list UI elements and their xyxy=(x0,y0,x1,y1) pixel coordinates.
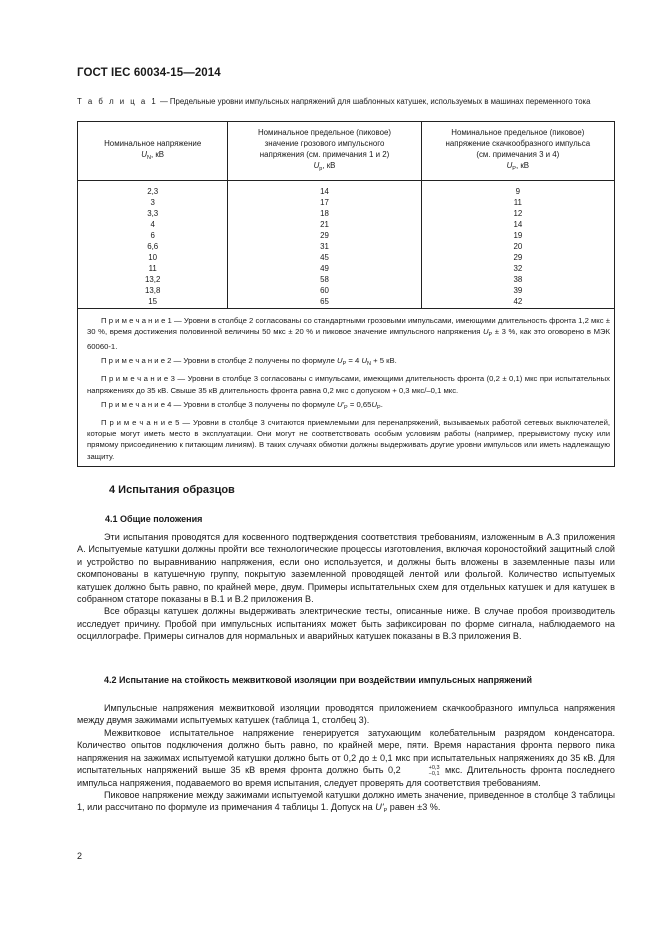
table-cell: 65 xyxy=(320,297,329,307)
page-number: 2 xyxy=(77,851,83,861)
paragraph: Импульсные напряжения межвитковой изоляции проводятся приложением скачкообразного импульса напряжения между двумя зажимами испытуемых катушек (таблица 1, столбец 3). xyxy=(77,703,615,726)
table-caption xyxy=(77,96,615,108)
table-notes xyxy=(78,308,615,466)
section-4-heading: 4 Испытания образцов xyxy=(109,484,235,496)
tolerance-fraction: +0,3 −0,1 xyxy=(428,764,440,777)
voltage-levels-table xyxy=(77,121,615,467)
table-header-row xyxy=(78,122,615,181)
column-header-lightning-impulse: Номинальное предельное (пиковое) значение грозового импульсного напряжения (см. примечания 1 и 2) $U_p$, кВ xyxy=(228,122,421,181)
table-cell: 10 xyxy=(148,253,158,263)
rated-voltage-values xyxy=(78,181,228,309)
table-cell: 38 xyxy=(513,275,523,285)
table-cell: 18 xyxy=(320,209,329,219)
table-cell: 31 xyxy=(320,242,329,252)
table-note: П р и м е ч а н и е 4 — Уровни в столбце 3 получены по формуле $U'_P = 0,65U_P$. xyxy=(101,399,383,411)
table-cell: 39 xyxy=(513,286,523,296)
table-cell: 19 xyxy=(513,231,523,241)
table-cell: 42 xyxy=(513,297,523,307)
column-header-rated-voltage: Номинальное напряжение $U_N$, кВ xyxy=(78,122,228,181)
section-4-1-heading: 4.1 Общие положения xyxy=(105,514,203,524)
table-values-row xyxy=(78,181,615,309)
table-cell: 11 xyxy=(513,198,522,208)
table-cell: 3,3 xyxy=(147,209,159,219)
table-cell: 20 xyxy=(513,242,523,252)
table-cell: 29 xyxy=(513,253,523,263)
table-cell: 12 xyxy=(513,209,523,219)
paragraph: Пиковое напряжение между зажимами испытуемой катушки должно иметь значение, приведенное в столбце 3 таблицы 1, или рассчитано по формуле из примечания 4 таблицы 1. Допуск на $U'_P$ равен ±3 %. xyxy=(77,790,615,815)
table-cell: 13,8 xyxy=(145,286,161,296)
table-note: П р и м е ч а н и е 2 — Уровни в столбце 2 получены по формуле $U_P = 4$ $U_N + 5$ кВ. xyxy=(101,356,397,368)
table-cell: 14 xyxy=(320,187,329,196)
table-cell: 15 xyxy=(148,297,158,307)
column-header-steep-front-impulse: Номинальное предельное (пиковое) напряжение скачкообразного импульса (см. примечания 3 и 4) $U_P$, кВ xyxy=(421,122,614,181)
table-cell: 14 xyxy=(513,220,523,230)
table-cell: 9 xyxy=(515,187,521,196)
table-cell: 2,3 xyxy=(147,187,159,196)
table-cell: 32 xyxy=(513,264,523,274)
paragraph: Межвитковое испытательное напряжение генерируется затухающим колебательным разрядом конденсатора. Количество опытов подключения должно быть равно, по крайней мере, пяти. Время нарастания фронта первого пика напряжения на зажимах испытуемой катушки должно быть от 0,2 до ± 0,1 мкс при испытательных напряжениях до 35 кВ. Для испытательных напряжений выше 35 кВ время фронта должно быть 0,2 +0,3 −0,1 мкс. Длительность фронта последнего импульса напряжения, подаваемого во время испытания, следует проверять для соответствия требованиям. xyxy=(77,727,615,788)
table-cell: 17 xyxy=(320,198,329,208)
table-cell: 29 xyxy=(320,231,329,241)
table-cell: 21 xyxy=(320,220,329,230)
standard-header: ГОСТ IEC 60034-15—2014 xyxy=(77,67,221,79)
section-4-1-body xyxy=(77,531,615,643)
table-cell: 60 xyxy=(320,286,329,296)
table-cell: 11 xyxy=(148,264,157,274)
lightning-impulse-values xyxy=(228,181,421,309)
table-cell: 58 xyxy=(320,275,329,285)
table-cell: 6,6 xyxy=(147,242,159,252)
section-4-2-body xyxy=(77,702,615,818)
table-cell: 4 xyxy=(150,220,155,230)
table-caption-label: Т а б л и ц а 1 xyxy=(77,97,158,106)
table-cell: 45 xyxy=(320,253,329,263)
table-note: П р и м е ч а н и е 3 — Уровни в столбце 3 согласованы с импульсами, имеющими длительность фронта (0,2 ± 0,1) мкс при испытательных напряжениях до 35 кВ. Свыше 35 кВ длительность фронта равна 0,2 мкс с допуском + 0,3 мкс/–0,1 мкс. xyxy=(87,374,610,395)
table-cell: 13,2 xyxy=(145,275,161,285)
table-caption-text: — Предельные уровни импульсных напряжений для шаблонных катушек, используемых в машинах переменного тока xyxy=(157,97,591,106)
table-notes-row xyxy=(78,308,615,466)
table-note: П р и м е ч а н и е 5 — Уровни в столбце 3 считаются приемлемыми для перенапряжений, вызываемых работой сетевых выключателей, которые могут иметь место в эксплуатации. Они могут не соответствовать особым условиям работы (например, прерывистому пуску или прямому присоединению к питающим линиям). В таких случаях обмотки должны выдерживать другие уровни импульсов или иметь надлежащую защиту. xyxy=(87,417,610,461)
steep-front-impulse-values xyxy=(421,181,614,309)
table-cell: 6 xyxy=(150,231,155,241)
section-4-2-heading: 4.2 Испытание на стойкость межвитковой изоляции при воздействии импульсных напряжений xyxy=(104,675,532,685)
table-cell: 3 xyxy=(150,198,155,208)
paragraph: Все образцы катушек должны выдерживать электрические тесты, описанные ниже. В случае пробоя производитель исследует причину. Пробой при импульсных испытаниях может быть зафиксирован по форме сигнала, наблюдаемого на осциллографе. Примеры сигналов для нормальных и аварийных катушек показаны в В.3 приложения В. xyxy=(77,606,615,642)
table-note: П р и м е ч а н и е 1 — Уровни в столбце 2 согласованы со стандартными грозовыми импульсами, имеющими длительность фронта 1,2 мкс ± 30 %, время достижения половинной величины 50 мкс ± 20 % и пиковое значение импульсного напряжения $U_P \pm 3$ %, как это оговорено в МЭК 60060-1. xyxy=(87,315,610,351)
table-cell: 49 xyxy=(320,264,329,274)
paragraph: Эти испытания проводятся для косвенного подтверждения соответствия требованиям, изложенным в А.3 приложения А. Испытуемые катушки должны пройти все технологические процессы изготовления, включая короностойкий защитный слой и устройство по выравниванию напряжения, если оно используется, и должны быть вложены в заземленные пазы или скомпонованы в катушечную группу, покрытую заземленной проводящей лентой или фольгой. Количество испытуемых катушек должно быть равно, по крайней мере, двум. Примеры испытательных схем для отдельных катушек и для катушек в собранном статоре показаны в В.1 и В.2 приложения В. xyxy=(77,532,615,605)
